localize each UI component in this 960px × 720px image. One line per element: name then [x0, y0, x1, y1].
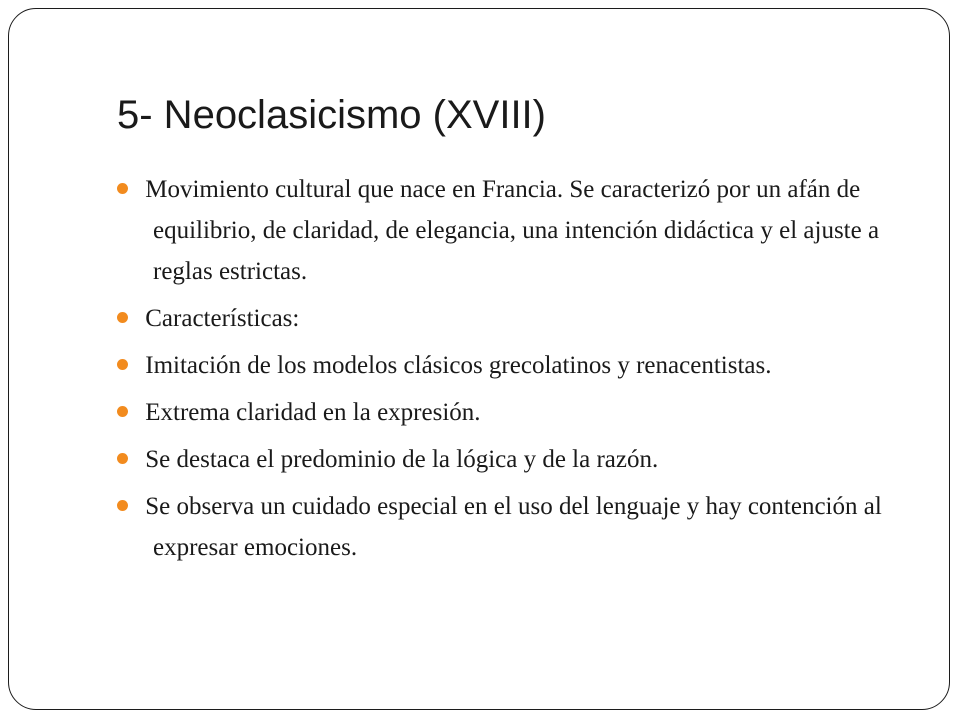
bullet-text: Movimiento cultural que nace en Francia. Se caracterizó por un afán de equilibrio, de claridad, de elegancia, una intención didáctica y el ajuste a reglas estrictas. [145, 176, 880, 285]
bullet-dot-icon [117, 453, 128, 464]
slide-frame [8, 8, 950, 710]
bullet-text: Imitación de los modelos clásicos grecolatinos y renacentistas. [145, 352, 772, 379]
bullet-dot-icon [117, 312, 128, 323]
bullet-item [117, 486, 917, 568]
bullet-item [117, 298, 917, 339]
bullet-dot-icon [117, 500, 128, 511]
bullet-dot-icon [117, 359, 128, 370]
slide-title: 5- Neoclasicismo (XVIII) [117, 93, 546, 137]
bullet-list [117, 169, 917, 574]
bullet-text: Extrema claridad en la expresión. [145, 399, 481, 426]
bullet-item [117, 439, 917, 480]
bullet-item [117, 392, 917, 433]
bullet-text: Se observa un cuidado especial en el uso del lenguaje y hay contención al expresar emociones. [145, 493, 882, 561]
bullet-dot-icon [117, 406, 128, 417]
bullet-text: Características: [145, 305, 300, 332]
bullet-item [117, 169, 917, 292]
bullet-dot-icon [117, 183, 128, 194]
bullet-text: Se destaca el predominio de la lógica y de la razón. [145, 446, 659, 473]
bullet-item [117, 345, 917, 386]
